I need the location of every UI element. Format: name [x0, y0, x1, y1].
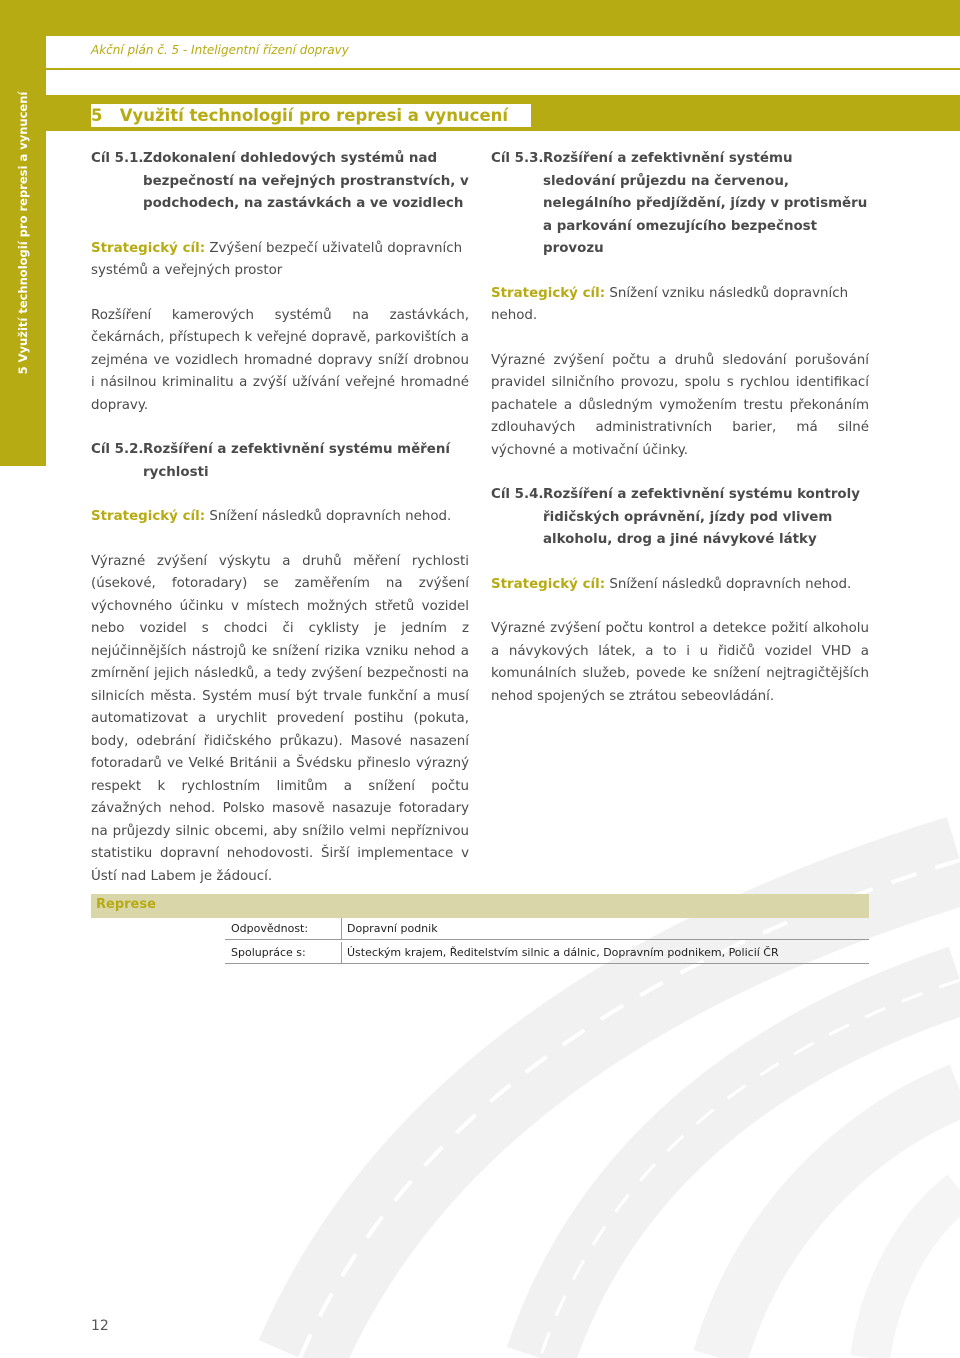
- strategic-goal-label: Strategický cíl:: [491, 285, 606, 301]
- goal-body: Výrazné zvýšení počtu kontrol a detekce požití alkoholu a návykových látek, a to i u řidičů vozidel VHD a komunálních služeb, povede ke snížení nejtragičtějších nehod spojených se ztrátou sebeovládání.: [491, 621, 869, 704]
- table-header: [91, 894, 869, 918]
- header-band: [46, 0, 960, 36]
- strategic-goal: [91, 506, 469, 529]
- goal-number: Cíl 5.3.: [491, 151, 544, 166]
- goal-title: Rozšíření a zefektivnění systému sledování průjezdu na červenou, nelegálního předjíždění, jízdy v protisměru a parkování omezujícího bezpečnost provozu: [543, 151, 868, 256]
- strategic-goal-text: Snížení vzniku následků dopravních nehod.: [491, 285, 849, 323]
- strategic-goal: [91, 238, 469, 283]
- goal-number: Cíl 5.2.: [91, 442, 144, 457]
- table-row-divider: [225, 963, 869, 964]
- right-column: [491, 148, 869, 708]
- page-number: 12: [91, 1318, 109, 1334]
- header-divider: [46, 68, 960, 70]
- goal-body: Rozšíření kamerových systémů na zastávkách, čekárnách, přístupech k veřejné dopravě, parkovištích a zejména ve vozidlech hromadné dopravy sníží drobnou i násilnou kriminalitu a zvýší užívání veřejné hromadné dopravy.: [91, 307, 469, 413]
- goal-heading: [91, 439, 469, 484]
- table-row-label: Odpovědnost:: [231, 922, 309, 935]
- table-column-divider: [341, 918, 342, 940]
- table-column-divider: [341, 942, 342, 964]
- table-row-divider: [225, 939, 869, 940]
- goal-heading: [491, 148, 869, 261]
- strategic-goal: [491, 283, 869, 328]
- goal-heading: [91, 148, 469, 216]
- left-column: [91, 148, 469, 888]
- goal-number: Cíl 5.4.: [491, 487, 544, 502]
- goal-title: Zdokonalení dohledových systémů nad bezpečností na veřejných prostranstvích, v podchodech, na zastávkách a ve vozidlech: [143, 151, 469, 211]
- section-title-text: Využití technologií pro represi a vynucení: [119, 106, 509, 125]
- strategic-goal-text: Snížení následků dopravních nehod.: [209, 509, 452, 524]
- goal-body: Výrazné zvýšení počtu a druhů sledování porušování pravidel silničního provozu, spolu s rychlou identifikací pachatele a důsledným vymožením trestu překonáním zdlouhavých administrativních barier, má silné výchovné a motivační účinky.: [491, 352, 869, 458]
- table-row-value: Dopravní podnik: [347, 922, 438, 935]
- strategic-goal-label: Strategický cíl:: [91, 240, 206, 256]
- goal-heading: [491, 484, 869, 552]
- strategic-goal: [491, 574, 869, 597]
- table-row: [225, 918, 869, 940]
- header-subtitle: Akční plán č. 5 - Inteligentní řízení dopravy: [91, 43, 349, 57]
- goal-title: Rozšíření a zefektivnění systému měření rychlosti: [143, 442, 450, 480]
- table-row-label: Spolupráce s:: [231, 946, 306, 959]
- goal-body: Výrazné zvýšení výskytu a druhů měření rychlosti (úsekové, fotoradary) se zaměřením na zvýšení výchovného účinku v místech možných střetů vozidel nebo vozidel s chodci či cyklisty je jedním z nejúčinnějších nástrojů ke snížení rizika vzniku nehod a zmírnění jejich následků, a tedy zvýšení bezpečnosti na silnicích města. Systém musí být trvale funkční a musí automatizovat a urychlit provedení postihu (pokuta, body, odebrání řidičského průkazu). Masové nasazení fotoradarů ve Velké Británii a Švédsku přineslo výrazný respekt k rychlostním limitům a snížení počtu závažných nehod. Polsko masově nasazuje fotoradary na průjezdy silnic obcemi, aby snížilo velmi nepříznivou statistiku dopravní nehodovosti. Širší implementace v Ústí nad Labem je žádoucí.: [91, 553, 469, 884]
- table-row-value: Ústeckým krajem, Ředitelstvím silnic a dálnic, Dopravním podnikem, Policií ČR: [347, 946, 779, 959]
- goal-title: Rozšíření a zefektivnění systému kontroly řidičských oprávnění, jízdy pod vlivem alkoholu, drog a jiné návykové látky: [543, 487, 860, 547]
- goal-number: Cíl 5.1.: [91, 151, 144, 166]
- section-title: [91, 104, 531, 127]
- strategic-goal-label: Strategický cíl:: [91, 509, 206, 524]
- strategic-goal-text: Snížení následků dopravních nehod.: [609, 576, 852, 592]
- strategic-goal-text: Zvýšení bezpečí uživatelů dopravních systémů a veřejných prostor: [91, 240, 463, 278]
- table-header-label: Represe: [96, 897, 156, 912]
- sidebar-section-label: 5 Využití technologií pro represi a vynucení: [16, 91, 30, 375]
- table-row: [225, 942, 869, 964]
- section-number: 5: [91, 106, 103, 125]
- strategic-goal-label: Strategický cíl:: [491, 576, 606, 592]
- section-sidebar: [0, 0, 46, 466]
